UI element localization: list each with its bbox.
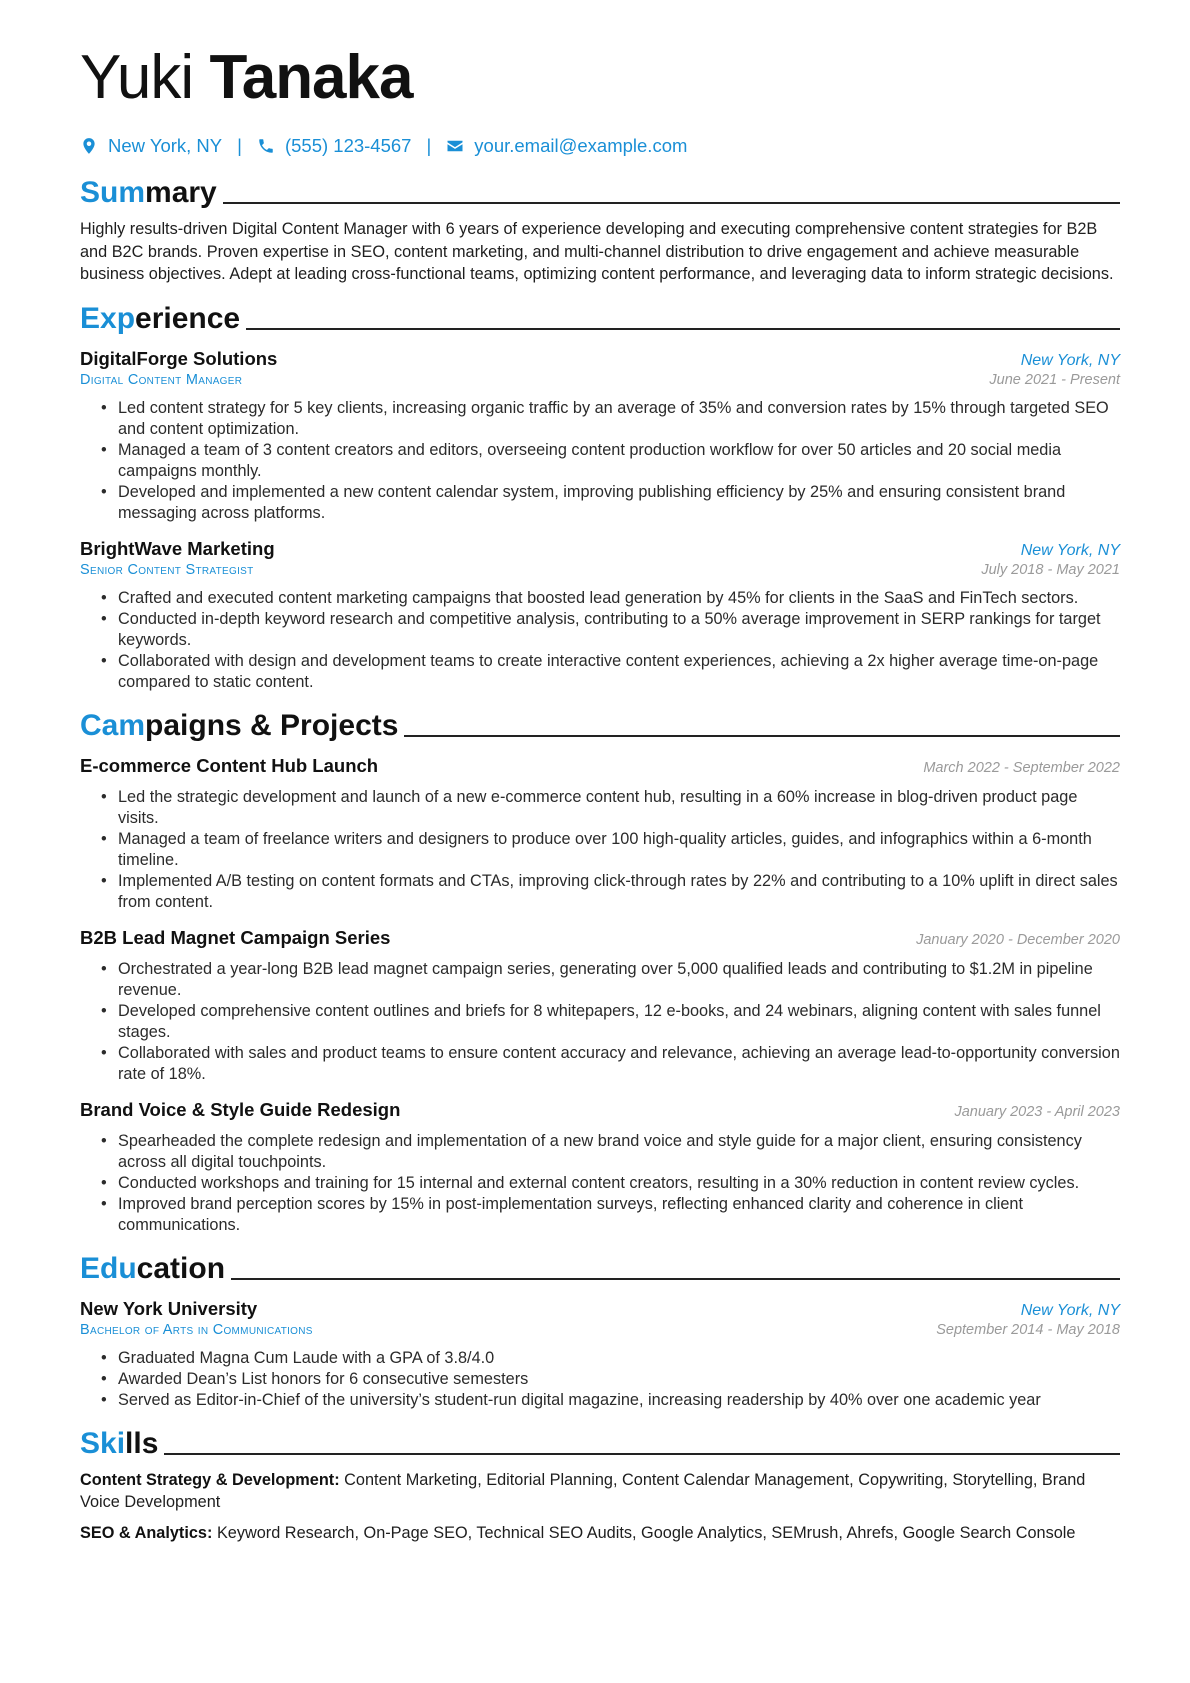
skill-group: [80, 1469, 1120, 1514]
project-entry: [80, 1099, 1120, 1236]
section-experience-heading: [80, 296, 1120, 336]
degree: Bachelor of Arts in Communications: [80, 1321, 313, 1338]
first-name: Yuki: [80, 43, 194, 112]
section-title: Summary: [80, 176, 217, 209]
school-name: New York University: [80, 1297, 258, 1319]
bullet-item: • Awarded Dean’s List honors for 6 consecutive semesters: [118, 1369, 1120, 1390]
experience-entry: [80, 538, 1120, 693]
contact-email[interactable]: [446, 135, 687, 157]
contact-phone[interactable]: [257, 135, 412, 157]
bullet-item: • Developed and implemented a new content calendar system, improving publishing efficiency by 25% and ensuring consistent brand messaging across platforms.: [118, 482, 1120, 524]
skill-items: Content Marketing, Editorial Planning, Content Calendar Management, Copywriting, Storytelling, Brand Voice Development: [80, 1470, 1086, 1512]
email-text: your.email@example.com: [474, 135, 688, 156]
bullet-item: • Collaborated with sales and product teams to ensure content accuracy and relevance, achieving an average lead-to-opportunity conversion rate of 18%.: [118, 1043, 1120, 1085]
section-title: Campaigns & Projects: [80, 708, 399, 742]
job-location: New York, NY: [1020, 541, 1120, 559]
skill-label: SEO & Analytics:: [80, 1523, 213, 1542]
section-title: Experience: [80, 301, 241, 335]
bullet-list: [80, 588, 1120, 693]
project-dates: January 2020 - December 2020: [916, 931, 1120, 948]
school-location: New York, NY: [1020, 1301, 1120, 1319]
section-rule: [231, 1278, 1120, 1280]
section-projects-heading: [80, 703, 1120, 743]
map-pin-icon: [80, 137, 108, 155]
job-title: Senior Content Strategist: [80, 561, 254, 578]
location-text: New York, NY: [108, 135, 223, 156]
bullet-item: • Managed a team of 3 content creators and editors, overseeing content production workflow for over 50 articles and 20 social media campaigns monthly.: [118, 440, 1120, 482]
job-dates: July 2018 - May 2021: [981, 561, 1120, 578]
section-rule: [223, 202, 1120, 204]
contact-separator: |: [237, 135, 242, 156]
bullet-item: • Developed comprehensive content outlines and briefs for 8 whitepapers, 12 e-books, and 24 webinars, aligning content with sales funnel stages.: [118, 1001, 1120, 1043]
project-entry: [80, 755, 1120, 913]
bullet-item: • Managed a team of freelance writers and designers to produce over 100 high-quality articles, guides, and infographics within a 6-month timeline.: [118, 829, 1120, 871]
bullet-item: • Conducted workshops and training for 15 internal and external content creators, resulting in a 30% reduction in content review cycles.: [118, 1173, 1120, 1194]
bullet-list: [80, 1348, 1120, 1411]
bullet-item: • Led content strategy for 5 key clients, increasing organic traffic by an average of 35% and conversion rates by 15% through targeted SEO and content optimization.: [118, 398, 1120, 440]
company-name: DigitalForge Solutions: [80, 347, 278, 369]
contact-line: [80, 132, 1120, 160]
section-rule: [246, 328, 1120, 330]
skill-items: Keyword Research, On-Page SEO, Technical SEO Audits, Google Analytics, SEMrush, Ahrefs, Google Search Console: [216, 1523, 1076, 1542]
candidate-name: [80, 40, 1120, 116]
bullet-item: • Orchestrated a year-long B2B lead magnet campaign series, generating over 5,000 qualified leads and contributing to $1.2M in pipeline revenue.: [118, 959, 1120, 1001]
job-location: New York, NY: [1020, 351, 1120, 369]
bullet-item: • Spearheaded the complete redesign and implementation of a new brand voice and style guide for a major client, ensuring consistency across all digital touchpoints.: [118, 1131, 1120, 1173]
bullet-list: [80, 398, 1120, 524]
contact-separator: |: [426, 135, 432, 156]
education-entry: [80, 1298, 1120, 1411]
bullet-item: • Implemented A/B testing on content formats and CTAs, improving click-through rates by 22% and contributing to a 10% uplift in direct sales from content.: [118, 871, 1120, 913]
section-education-heading: [80, 1246, 1120, 1286]
bullet-item: • Led the strategic development and launch of a new e-commerce content hub, resulting in a 60% increase in blog-driven product page visits.: [118, 787, 1120, 829]
skill-group: [80, 1522, 1120, 1545]
section-rule: [404, 735, 1120, 737]
bullet-item: • Collaborated with design and development teams to create interactive content experiences, achieving a 2x higher average time-on-page compared to static content.: [118, 651, 1120, 693]
section-title: Education: [80, 1251, 226, 1285]
bullet-item: • Improved brand perception scores by 15% in post-implementation surveys, reflecting enhanced clarity and coherence in client communications.: [118, 1194, 1120, 1236]
last-name: Tanaka: [209, 43, 413, 112]
phone-icon: [257, 137, 285, 155]
resume-page: [80, 40, 1120, 1545]
section-rule: [164, 1453, 1120, 1455]
summary-text: Highly results-driven Digital Content Manager with 6 years of experience developing and executing comprehensive content strategies for B2B and B2C brands. Proven expertise in SEO, content marketing, and multi-channel distribution to drive engagement and achieve measurable business objectives. Adept at leading cross-functional teams, optimizing content performance, and leveraging data to inform strategic decisions.: [80, 220, 1114, 284]
bullet-list: [80, 787, 1120, 913]
project-name: E-commerce Content Hub Launch: [80, 754, 379, 776]
project-dates: March 2022 - September 2022: [923, 759, 1120, 776]
bullet-item: • Crafted and executed content marketing campaigns that boosted lead generation by 45% for clients in the SaaS and FinTech sectors.: [118, 588, 1120, 609]
bullet-item: • Graduated Magna Cum Laude with a GPA of 3.8/4.0: [118, 1348, 1120, 1369]
bullet-item: • Conducted in-depth keyword research and competitive analysis, contributing to a 50% average improvement in SERP rankings for target keywords.: [118, 609, 1120, 651]
bullet-item: • Served as Editor-in-Chief of the university’s student-run digital magazine, increasing readership by 40% over one academic year: [118, 1390, 1120, 1411]
education-dates: September 2014 - May 2018: [936, 1321, 1120, 1338]
job-dates: June 2021 - Present: [989, 371, 1120, 388]
bullet-list: [80, 959, 1120, 1085]
company-name: BrightWave Marketing: [80, 537, 275, 559]
envelope-icon: [446, 137, 474, 155]
job-title: Digital Content Manager: [80, 371, 243, 388]
project-dates: January 2023 - April 2023: [954, 1103, 1120, 1120]
phone-text: (555) 123-4567: [284, 135, 412, 156]
project-name: B2B Lead Magnet Campaign Series: [80, 926, 391, 948]
section-skills-heading: [80, 1421, 1120, 1461]
experience-entry: [80, 348, 1120, 524]
section-summary-heading: [80, 170, 1120, 210]
bullet-list: [80, 1131, 1120, 1236]
skill-label: Content Strategy & Development:: [80, 1470, 340, 1489]
section-title: Skills: [80, 1426, 159, 1460]
project-entry: [80, 927, 1120, 1085]
contact-location: [80, 135, 222, 157]
project-name: Brand Voice & Style Guide Redesign: [80, 1098, 401, 1120]
